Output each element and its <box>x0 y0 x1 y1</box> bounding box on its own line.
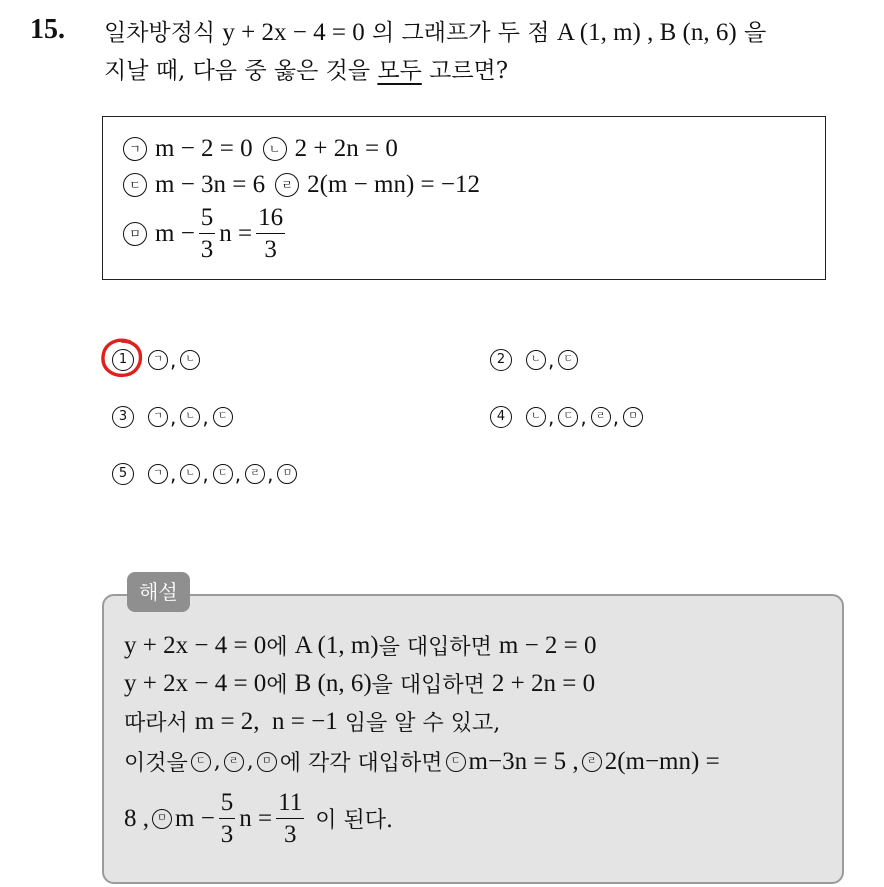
circled-label-icon: ㄷ <box>558 407 578 427</box>
question-text <box>104 14 874 90</box>
choice-4[interactable]: 4 ㄴ , ㄷ , ㄹ , ㅁ <box>490 405 645 429</box>
circled-label-icon: ㄷ <box>213 407 233 427</box>
circled-label-icon: ㄱ <box>148 464 168 484</box>
condition-row-2 <box>123 171 480 199</box>
choice-number: 5 <box>112 463 134 485</box>
question-line-2: 지날 때, 다음 중 옳은 것을 모두 고르면? <box>104 58 509 84</box>
circled-label-icon: ㄴ <box>180 407 200 427</box>
fraction: $\frac{16}{3}$ <box>258 204 284 263</box>
circled-label-icon: ㅁ <box>623 407 643 427</box>
circled-label-icon: ㄷ <box>446 752 466 772</box>
fraction: $\frac{5}{3}$ <box>220 789 234 848</box>
circled-label-icon: ㄴ <box>180 350 200 370</box>
choice-number: 3 <box>112 406 134 428</box>
circled-label-icon: ㄴ <box>180 464 200 484</box>
choice-3[interactable]: 3 ㄱ , ㄴ , ㄷ <box>112 405 235 429</box>
underlined-word: 모두 <box>377 58 422 84</box>
condition-text: 2 + 2n = 0 <box>294 135 398 162</box>
choice-5[interactable]: 5 ㄱ , ㄴ , ㄷ , ㄹ , ㅁ <box>112 462 299 486</box>
solution-line-4: 이것을 ㄷ , ㄹ , ㅁ 에 각각 대입하면 ㄷ m−3n = 5 , ㄹ 2(m−mn) = <box>124 747 720 776</box>
choice-2[interactable]: 2 ㄴ , ㄷ <box>490 348 580 372</box>
solution-line-3: 따라서 m = 2, n = −1 임을 알 수 있고, <box>124 707 501 736</box>
solution-line-5: 8 , ㅁ m − $\frac{5}{3}$ n = $\frac{11}{3}$ 이 된다. <box>124 789 393 848</box>
circled-label-icon: ㅁ <box>277 464 297 484</box>
solution-line-2: y + 2x − 4 = 0 에 B (n, 6) 을 대입하면 2 + 2n = 0 <box>124 669 596 698</box>
circled-label-icon: ㄹ <box>275 173 299 197</box>
choice-1[interactable]: 1 ㄱ , ㄴ <box>112 348 202 372</box>
condition-row-1 <box>123 135 398 163</box>
circled-label-icon: ㄴ <box>263 137 287 161</box>
solution-tag: 해설 <box>127 572 190 612</box>
choice-number: 2 <box>490 349 512 371</box>
fraction: $\frac{5}{3}$ <box>200 204 214 263</box>
circled-label-icon: ㄷ <box>213 464 233 484</box>
conditions-box <box>102 116 826 280</box>
condition-row-3: ㅁ m − $\frac{5}{3}$ n = $\frac{16}{3}$ <box>123 205 289 262</box>
fraction: $\frac{11}{3}$ <box>278 789 303 848</box>
circled-label-icon: ㄴ <box>526 350 546 370</box>
circled-label-icon: ㄹ <box>591 407 611 427</box>
circled-label-icon: ㄹ <box>245 464 265 484</box>
circled-label-icon: ㄱ <box>148 407 168 427</box>
circled-label-icon: ㅁ <box>152 809 172 829</box>
condition-text: 2(m − mn) = −12 <box>307 171 480 198</box>
choice-number: 4 <box>490 406 512 428</box>
circled-label-icon: ㄹ <box>582 752 602 772</box>
question-line-1: 일차방정식 y + 2x − 4 = 0 의 그래프가 두 점 A (1, m) , B (n, 6) 을 <box>104 19 767 46</box>
question-number: 15. <box>30 14 65 45</box>
circled-label-icon: ㄱ <box>148 350 168 370</box>
circled-label-icon: ㄴ <box>526 407 546 427</box>
circled-label-icon: ㄷ <box>123 173 147 197</box>
condition-text: m − 3n = 6 <box>155 171 266 198</box>
circled-label-icon: ㅁ <box>123 222 147 246</box>
circled-label-icon: ㄷ <box>558 350 578 370</box>
circled-label-icon: ㄱ <box>123 137 147 161</box>
condition-text: m − 2 = 0 <box>155 135 253 162</box>
choice-number: 1 <box>112 349 134 371</box>
circled-label-icon: ㄹ <box>224 752 244 772</box>
solution-line-1: y + 2x − 4 = 0 에 A (1, m) 을 대입하면 m − 2 = 0 <box>124 631 597 660</box>
circled-label-icon: ㅁ <box>257 752 277 772</box>
circled-label-icon: ㄷ <box>191 752 211 772</box>
